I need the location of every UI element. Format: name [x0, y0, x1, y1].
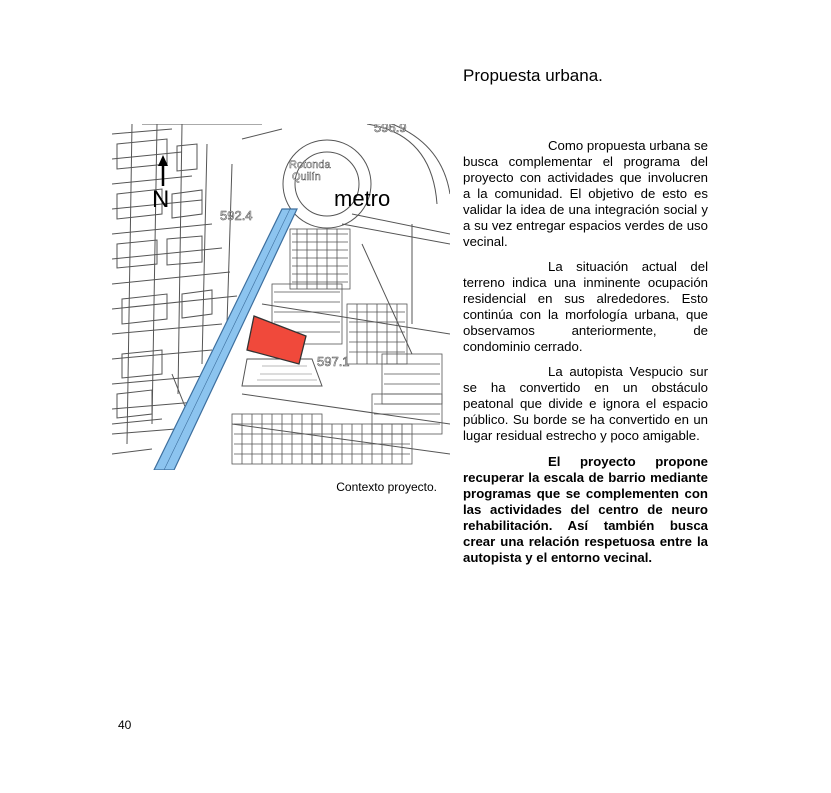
section-title: Propuesta urbana. — [463, 66, 603, 85]
body-text — [463, 138, 708, 575]
rotonda-label-1: Rotonda — [289, 159, 331, 171]
metro-label: metro — [334, 186, 391, 211]
rotonda-label-2: Quilín — [292, 171, 321, 183]
paragraph-2: La situación actual del terreno indica una inminente ocupación residencial en sus alrededores. Esto continúa con la morfología urbana, que observamos anteriormente, de condominio cerrado. — [463, 259, 708, 354]
elevation-label-2: 597.1 — [317, 354, 350, 369]
project-site — [247, 316, 306, 364]
paragraph-1: Como propuesta urbana se busca complementar el programa del proyecto con actividades que involucren a la comunidad. El objetivo de esto es validar la idea de una integración social y a su vez entregar espacios verdes de uso vecinal. — [463, 138, 708, 249]
elevation-label-3: 596.9 — [374, 124, 407, 135]
paragraph-bold: El proyecto propone recuperar la escala de barrio mediante programas que se complementen con las actividades del centro de neuro rehabilitación. Así también busca crear una relación respetuosa entre la autopista y el entorno vecinal. — [463, 454, 708, 565]
figure-caption: Contexto proyecto. — [336, 480, 437, 494]
paragraph-3: La autopista Vespucio sur se ha convertido en un obstáculo peatonal que divide e ignora el espacio público. Su borde se ha convertido en un lugar residual estrecho y poco amigable. — [463, 364, 708, 443]
page-number: 40 — [118, 718, 132, 732]
elevation-label-1: 592.4 — [220, 208, 253, 223]
context-map-figure — [112, 124, 450, 470]
north-label: N — [152, 186, 170, 213]
context-map — [112, 124, 450, 470]
